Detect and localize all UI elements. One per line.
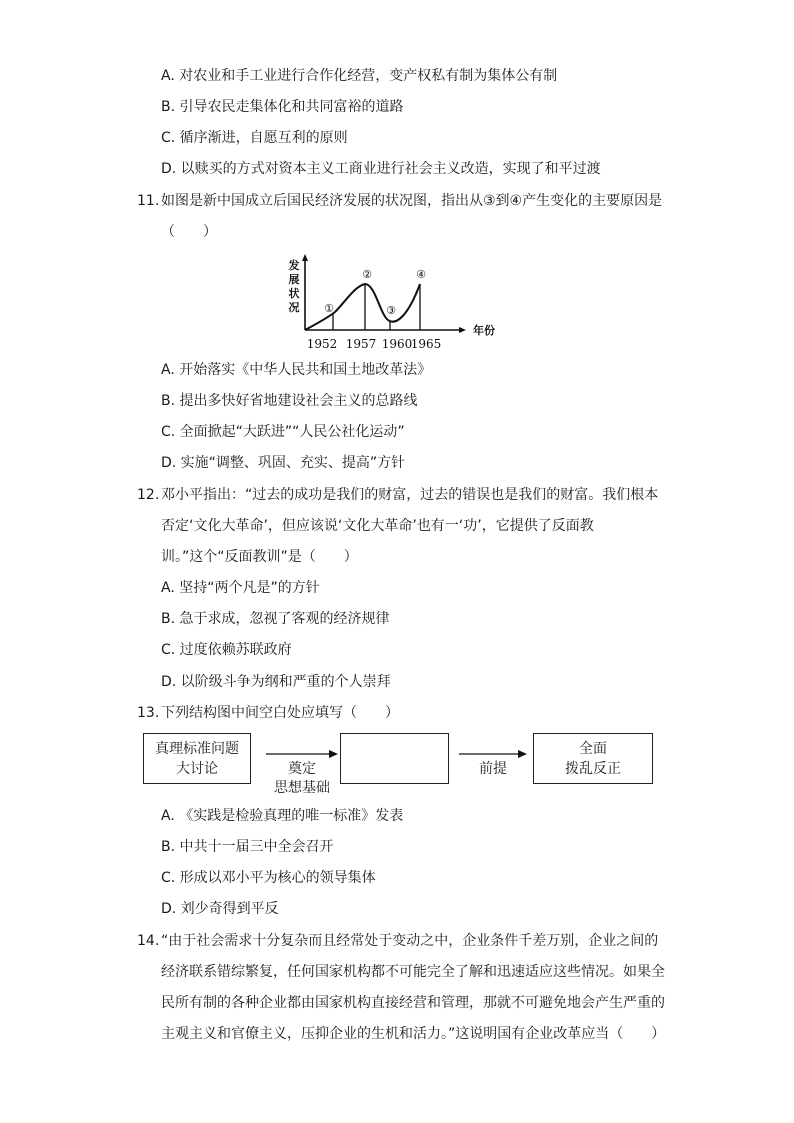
q10-option-b: B. 引导农民走集体化和共同富裕的道路	[161, 99, 404, 115]
q13-stem: 下列结构图中间空白处应填写（ ）	[161, 705, 399, 721]
q14-stem-line1: “由于社会需求十分复杂而且经常处于变动之中，企业条件千差万别，企业之间的	[161, 933, 659, 949]
diagram-box-blank	[340, 733, 449, 784]
diagram-arrow2-label: 前提	[479, 761, 507, 777]
diagram-box-truth-debate	[143, 733, 251, 784]
chart-x-arrowhead	[459, 327, 466, 333]
chart-ylabel	[288, 258, 300, 314]
q11-number: 11.	[137, 193, 160, 209]
q14-stem-line2: 经济联系错综繁复，任何国家机构都不可能完全了解和迅速适应这些情况。如果全	[161, 964, 665, 980]
diagram-arrow1-label-line2: 思想基础	[274, 780, 330, 796]
diagram-arrow-2	[459, 748, 527, 760]
diagram-box1-line2: 大讨论	[176, 760, 218, 777]
q10-option-a: A. 对农业和手工业进行合作化经营，变产权私有制为集体公有制	[161, 68, 558, 84]
diagram-box-rectify	[533, 733, 653, 784]
chart-tick-1957: 1957	[345, 337, 377, 351]
q12-stem-line3: 训。”这个“反面教训”是（ ）	[161, 549, 358, 565]
q11-option-d: D. 实施“调整、巩固、充实、提高”方针	[161, 455, 406, 471]
chart-point-label-4: ④	[416, 268, 426, 281]
q13-option-d: D. 刘少奇得到平反	[161, 901, 279, 917]
diagram-box3-line1: 全面	[579, 740, 607, 757]
chart-xlabel: 年份	[473, 324, 495, 337]
diagram-arrow1-label	[250, 760, 354, 798]
q10-option-d: D. 以赎买的方式对资本主义工商业进行社会主义改造，实现了和平过渡	[161, 161, 601, 177]
q11-option-a: A. 开始落实《中华人民共和国土地改革法》	[161, 362, 432, 378]
q11-stem-line2: （ ）	[161, 224, 217, 240]
q12-option-a: A. 坚持“两个凡是”的方针	[161, 580, 320, 596]
q12-stem-line1: 邓小平指出：“过去的成功是我们的财富，过去的错误也是我们的财富。我们根本	[161, 487, 659, 503]
chart-ylabel-char-3: 状	[288, 287, 300, 300]
chart-point-label-3: ③	[386, 304, 396, 317]
q13-option-a: A. 《实践是检验真理的唯一标准》发表	[161, 808, 404, 824]
diagram-box3-line2: 拨乱反正	[565, 760, 621, 777]
economic-development-chart	[280, 254, 495, 354]
q12-number: 12.	[137, 487, 160, 503]
chart-point-label-1: ①	[324, 302, 334, 315]
q11-option-b: B. 提出多快好省地建设社会主义的总路线	[161, 393, 418, 409]
q11-option-c: C. 全面掀起“大跃进”“人民公社化运动”	[161, 424, 405, 440]
diagram-box1-line1: 真理标准问题	[155, 740, 239, 757]
chart-point-label-2: ②	[362, 268, 372, 281]
q14-stem-line4: 主观主义和官僚主义，压抑企业的生机和活力。”这说明国有企业改革应当（ ）	[161, 1026, 666, 1042]
q10-option-c: C. 循序渐进，自愿互利的原则	[161, 130, 348, 146]
q14-number: 14.	[137, 933, 160, 949]
chart-y-arrowhead	[302, 254, 308, 261]
q12-option-d: D. 以阶级斗争为纲和严重的个人崇拜	[161, 674, 391, 690]
q13-option-b: B. 中共十一届三中全会召开	[161, 839, 334, 855]
chart-ylabel-char-1: 发	[288, 259, 300, 272]
chart-tick-1960: 1960	[381, 337, 413, 351]
q13-option-c: C. 形成以邓小平为核心的领导集体	[161, 870, 376, 886]
chart-tick-1952: 1952	[306, 337, 338, 351]
q14-stem-line3: 民所有制的各种企业都由国家机构直接经营和管理，那就不可避免地会产生严重的	[161, 995, 665, 1011]
q12-option-b: B. 急于求成，忽视了客观的经济规律	[161, 611, 390, 627]
diagram-arrow1-label-line1: 奠定	[288, 761, 316, 777]
chart-ylabel-char-2: 展	[288, 273, 300, 286]
diagram-arrow-1	[266, 748, 338, 760]
chart-series-line	[305, 284, 420, 330]
q13-number: 13.	[137, 705, 160, 721]
q12-option-c: C. 过度依赖苏联政府	[161, 642, 292, 658]
chart-tick-1965: 1965	[410, 337, 442, 351]
chart-ylabel-char-4: 况	[288, 301, 300, 314]
q11-stem-line1: 如图是新中国成立后国民经济发展的状况图，指出从③到④产生变化的主要原因是	[161, 193, 663, 209]
q12-stem-line2: 否定‘文化大革命’，但应该说‘文化大革命’也有一‘功’，它提供了反面教	[161, 518, 594, 534]
